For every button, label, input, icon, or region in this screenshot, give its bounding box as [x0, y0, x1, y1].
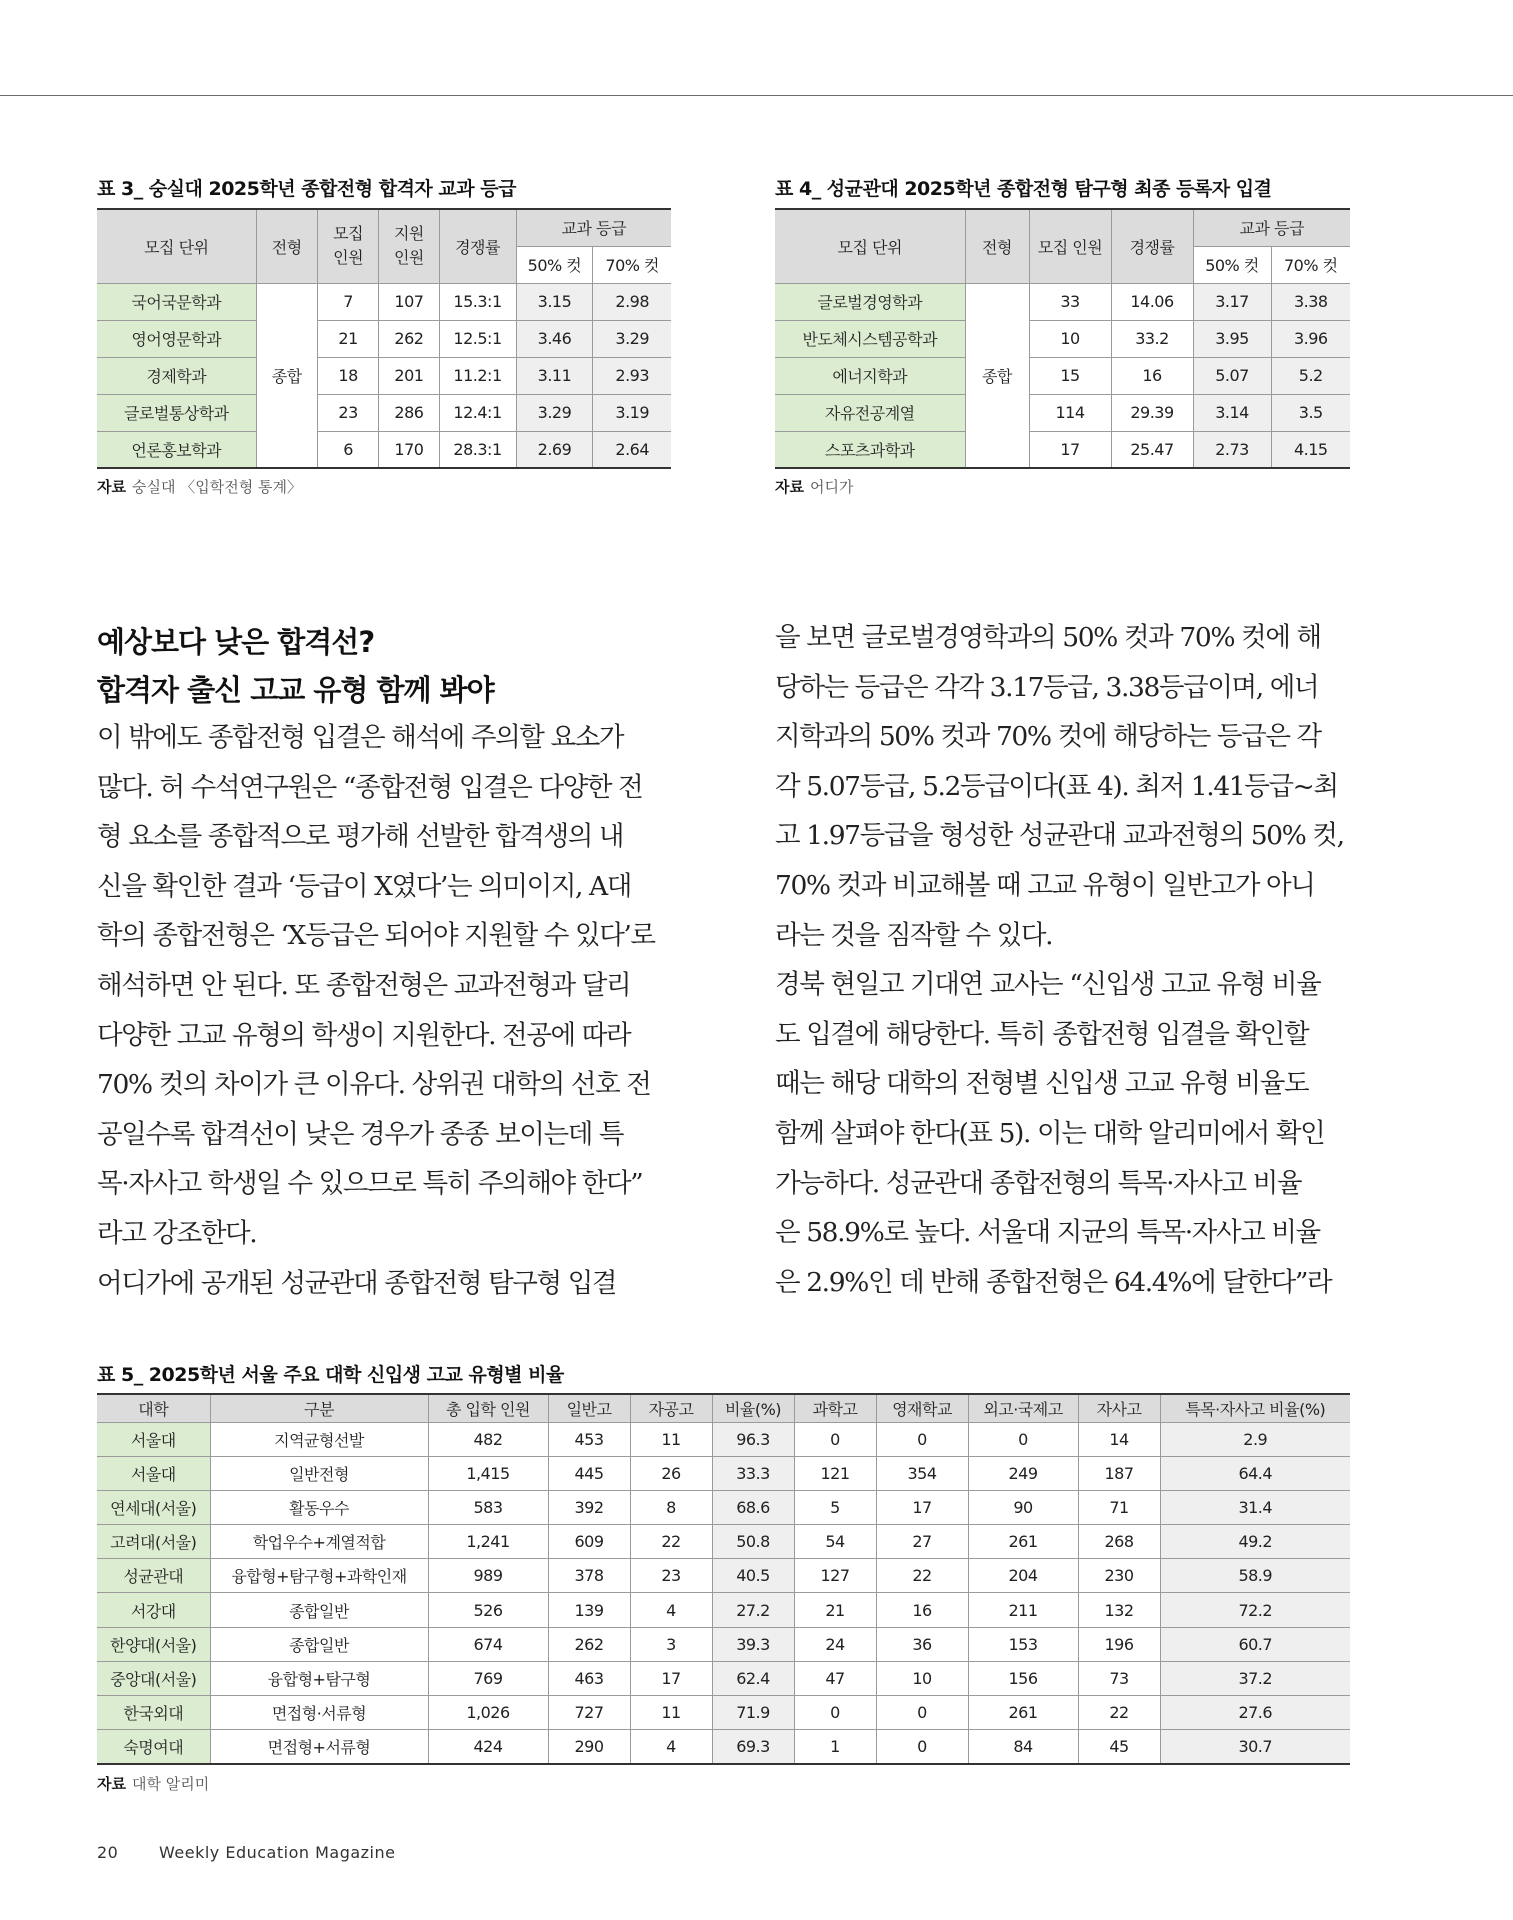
table3-cell-ratio: 11.2:1 [439, 357, 516, 394]
table5-source-text: 대학 알리미 [131, 1775, 210, 1793]
table5-cell: 0 [876, 1696, 968, 1730]
table5-cell: 활동우수 [210, 1490, 428, 1524]
table5-row [97, 1661, 1350, 1695]
table3-header-ratio: 경쟁률 [439, 209, 516, 283]
table4-header-unit: 모집 단위 [775, 209, 965, 283]
table5-cell: 445 [548, 1456, 630, 1490]
table3-cell-ratio: 15.3:1 [439, 283, 516, 320]
table5-cell: 1,415 [428, 1456, 548, 1490]
table4-cell-c50: 3.17 [1193, 283, 1271, 320]
table3-cell-c70: 2.93 [593, 357, 671, 394]
table5-cell: 249 [968, 1456, 1078, 1490]
table5-cell: 17 [630, 1661, 712, 1695]
table4-cell-c70: 3.96 [1271, 320, 1350, 357]
article-left-line: 이 밖에도 종합전형 입결은 해석에 주의할 요소가 [97, 722, 624, 753]
table5-cell: 354 [876, 1456, 968, 1490]
table5-cell: 261 [968, 1696, 1078, 1730]
table3-cell-apply: 170 [379, 431, 439, 468]
table5-cell: 17 [876, 1490, 968, 1524]
table3-cell-unit: 국어국문학과 [97, 283, 256, 320]
table5-header-cell: 대학 [97, 1394, 210, 1422]
article-right-line: 은 58.9%로 높다. 서울대 지균의 특목·자사고 비율 [775, 1217, 1320, 1249]
table5-cell: 중앙대(서울) [97, 1661, 210, 1695]
table5-cell: 727 [548, 1696, 630, 1730]
table3-cell-type: 종합 [256, 283, 317, 468]
table5-row [97, 1456, 1350, 1490]
table5-cell: 45 [1078, 1730, 1160, 1764]
table4-cell-ratio: 25.47 [1111, 431, 1193, 468]
table5-cell: 609 [548, 1525, 630, 1559]
table5-source-label: 자료 [97, 1775, 126, 1793]
table3-cell-recruit: 18 [317, 357, 378, 394]
table4-header-recruit: 모집 인원 [1029, 209, 1111, 283]
table5-cell: 3 [630, 1627, 712, 1661]
table5-source [97, 1773, 209, 1794]
table3-cell-c50: 3.11 [516, 357, 593, 394]
table4-row [775, 431, 1350, 468]
table5-cell: 1,241 [428, 1525, 548, 1559]
table5-header-cell: 비율(%) [712, 1394, 794, 1422]
article-right-line: 은 2.9%인 데 반해 종합전형은 64.4%에 달한다”라 [775, 1266, 1332, 1298]
table4-cell-type: 종합 [965, 283, 1029, 468]
table5-cell: 27 [876, 1525, 968, 1559]
table4-cell-unit: 자유전공계열 [775, 394, 965, 431]
table3-cell-ratio: 12.4:1 [439, 394, 516, 431]
article-left-line: 어디가에 공개된 성균관대 종합전형 탐구형 입결 [97, 1267, 617, 1299]
table5-cell: 종합일반 [210, 1593, 428, 1627]
table3-cell-unit: 경제학과 [97, 357, 256, 394]
table5-cell: 463 [548, 1661, 630, 1695]
table3-cell-c70: 2.64 [593, 431, 671, 468]
table4-cell-recruit: 33 [1029, 283, 1111, 320]
table5-cell: 127 [794, 1559, 876, 1593]
table5-cell: 14 [1078, 1422, 1160, 1456]
table5-cell: 58.9 [1160, 1559, 1350, 1593]
table4-cell-c50: 3.14 [1193, 394, 1271, 431]
table5-cell: 71.9 [712, 1696, 794, 1730]
table4-row [775, 320, 1350, 357]
table5-cell: 261 [968, 1525, 1078, 1559]
table4-cell-c50: 2.73 [1193, 431, 1271, 468]
table5-cell: 69.3 [712, 1730, 794, 1764]
table3-cell-apply: 201 [379, 357, 439, 394]
table3-row [97, 283, 671, 320]
table5-cell: 33.3 [712, 1456, 794, 1490]
table5-cell: 고려대(서울) [97, 1525, 210, 1559]
table5-cell: 4 [630, 1593, 712, 1627]
table4-header-cut50: 50% 컷 [1193, 246, 1271, 283]
table4-cell-unit: 글로벌경영학과 [775, 283, 965, 320]
table3-cell-apply: 262 [379, 320, 439, 357]
table5-row [97, 1696, 1350, 1730]
table3-header-cut70: 70% 컷 [593, 246, 671, 283]
table5-cell: 22 [1078, 1696, 1160, 1730]
table5-cell: 숙명여대 [97, 1730, 210, 1764]
table5-cell: 90 [968, 1490, 1078, 1524]
article-left-line: 형 요소를 종합적으로 평가해 선발한 합격생의 내 [97, 821, 624, 853]
table5-cell: 424 [428, 1730, 548, 1764]
table5-cell: 0 [968, 1422, 1078, 1456]
table4-cell-c70: 5.2 [1271, 357, 1350, 394]
table4-header-type: 전형 [965, 209, 1029, 283]
article-left-line: 70% 컷의 차이가 큰 이유다. 상위권 대학의 선호 전 [97, 1069, 651, 1101]
table3-cell-recruit: 7 [317, 283, 378, 320]
table5-cell: 54 [794, 1525, 876, 1559]
table5-cell: 21 [794, 1593, 876, 1627]
article-right-column [775, 613, 1355, 1307]
article-right-line: 70% 컷과 비교해볼 때 고교 유형이 일반고가 아니 [775, 869, 1315, 901]
article-right-line: 도 입결에 해당한다. 특히 종합전형 입결을 확인할 [775, 1018, 1309, 1050]
table3-cell-apply: 107 [379, 283, 439, 320]
article-right-line: 각 5.07등급, 5.2등급이다(표 4). 최저 1.41등급~최 [775, 770, 1338, 802]
table5-cell: 204 [968, 1559, 1078, 1593]
table5-cell: 8 [630, 1490, 712, 1524]
table5-cell: 5 [794, 1490, 876, 1524]
table3 [97, 208, 671, 469]
table3-row [97, 431, 671, 468]
table5-header-cell: 특목·자사고 비율(%) [1160, 1394, 1350, 1422]
table5-cell: 153 [968, 1627, 1078, 1661]
table3-cell-c70: 2.98 [593, 283, 671, 320]
table5 [97, 1393, 1350, 1765]
table5-cell: 769 [428, 1661, 548, 1695]
article-left-line: 라고 강조한다. [97, 1217, 257, 1249]
article-right-line: 가능하다. 성균관대 종합전형의 특목·자사고 비율 [775, 1167, 1302, 1199]
table5-cell: 지역균형선발 [210, 1422, 428, 1456]
table3-row [97, 320, 671, 357]
table5-cell: 22 [630, 1525, 712, 1559]
table5-cell: 84 [968, 1730, 1078, 1764]
table5-cell: 서울대 [97, 1422, 210, 1456]
table5-header-cell: 영재학교 [876, 1394, 968, 1422]
table5-header-cell: 총 입학 인원 [428, 1394, 548, 1422]
article-left-line: 다양한 고교 유형의 학생이 지원한다. 전공에 따라 [97, 1019, 631, 1051]
article-right-line: 경북 현일고 기대연 교사는 “신입생 고교 유형 비율 [775, 969, 1321, 1001]
article-left-line: 학의 종합전형은 ‘X등급은 되어야 지원할 수 있다’로 [97, 920, 655, 952]
table5-header-cell: 자공고 [630, 1394, 712, 1422]
table5-cell: 187 [1078, 1456, 1160, 1490]
table5-cell: 1,026 [428, 1696, 548, 1730]
table5-row [97, 1559, 1350, 1593]
table3-header-unit: 모집 단위 [97, 209, 256, 283]
table5-cell: 26 [630, 1456, 712, 1490]
table3-cell-recruit: 23 [317, 394, 378, 431]
table3-source-text: 숭실대 〈입학전형 통계〉 [131, 478, 302, 496]
table5-cell: 139 [548, 1593, 630, 1627]
table3-cell-unit: 글로벌통상학과 [97, 394, 256, 431]
table3-header-grade: 교과 등급 [516, 209, 671, 246]
table5-cell: 290 [548, 1730, 630, 1764]
table4-row [775, 357, 1350, 394]
table5-cell: 11 [630, 1422, 712, 1456]
table5-cell: 서강대 [97, 1593, 210, 1627]
table5-caption: 표 5_ 2025학년 서울 주요 대학 신입생 고교 유형별 비율 [97, 1364, 564, 1386]
table5-row [97, 1490, 1350, 1524]
table5-cell: 583 [428, 1490, 548, 1524]
table5-cell: 10 [876, 1661, 968, 1695]
table4-source-text: 어디가 [809, 478, 854, 496]
table4-cell-unit: 반도체시스템공학과 [775, 320, 965, 357]
table4-cell-recruit: 15 [1029, 357, 1111, 394]
table5-cell: 674 [428, 1627, 548, 1661]
table3-cell-ratio: 28.3:1 [439, 431, 516, 468]
table5-cell: 23 [630, 1559, 712, 1593]
table4-header-grade: 교과 등급 [1193, 209, 1350, 246]
table4-cell-c70: 4.15 [1271, 431, 1350, 468]
table5-cell: 378 [548, 1559, 630, 1593]
table4-cell-ratio: 33.2 [1111, 320, 1193, 357]
table5-header-cell: 자사고 [1078, 1394, 1160, 1422]
table3-caption: 표 3_ 숭실대 2025학년 종합전형 합격자 교과 등급 [97, 178, 516, 200]
table5-cell: 연세대(서울) [97, 1490, 210, 1524]
table3-cell-c50: 3.29 [516, 394, 593, 431]
table5-cell: 64.4 [1160, 1456, 1350, 1490]
table4-cell-recruit: 114 [1029, 394, 1111, 431]
table5-header-cell: 구분 [210, 1394, 428, 1422]
table3-cell-c70: 3.29 [593, 320, 671, 357]
table5-cell: 0 [876, 1730, 968, 1764]
table5-cell: 989 [428, 1559, 548, 1593]
article-right-line: 을 보면 글로벌경영학과의 50% 컷과 70% 컷에 해 [775, 622, 1321, 653]
table5-cell: 31.4 [1160, 1490, 1350, 1524]
table4-row [775, 283, 1350, 320]
table5-cell: 30.7 [1160, 1730, 1350, 1764]
table5-cell: 한양대(서울) [97, 1627, 210, 1661]
table3-cell-recruit: 6 [317, 431, 378, 468]
table4-row [775, 394, 1350, 431]
table3-row [97, 357, 671, 394]
table5-cell: 24 [794, 1627, 876, 1661]
table5-cell: 0 [794, 1696, 876, 1730]
table5-cell: 융합형+탐구형 [210, 1661, 428, 1695]
table5-cell: 16 [876, 1593, 968, 1627]
table5-cell: 71 [1078, 1490, 1160, 1524]
table5-cell: 96.3 [712, 1422, 794, 1456]
table3-header-type: 전형 [256, 209, 317, 283]
table5-cell: 49.2 [1160, 1525, 1350, 1559]
table5-cell: 37.2 [1160, 1661, 1350, 1695]
magazine-name: Weekly Education Magazine [159, 1843, 396, 1862]
table5-cell: 72.2 [1160, 1593, 1350, 1627]
table5-cell: 면접형+서류형 [210, 1730, 428, 1764]
table5-cell: 27.6 [1160, 1696, 1350, 1730]
table3-row [97, 394, 671, 431]
table5-cell: 0 [794, 1422, 876, 1456]
table5-cell: 성균관대 [97, 1559, 210, 1593]
page-number: 20 [97, 1843, 119, 1862]
table5-row [97, 1422, 1350, 1456]
table3-cell-c50: 2.69 [516, 431, 593, 468]
article-right-line: 때는 해당 대학의 전형별 신입생 고교 유형 비율도 [775, 1068, 1309, 1100]
table4-header-ratio: 경쟁률 [1111, 209, 1193, 283]
table4-cell-c70: 3.38 [1271, 283, 1350, 320]
table3-cell-ratio: 12.5:1 [439, 320, 516, 357]
table5-cell: 50.8 [712, 1525, 794, 1559]
table5-row [97, 1525, 1350, 1559]
table3-header-cut50: 50% 컷 [516, 246, 593, 283]
article-left-line: 공일수록 합격선이 낮은 경우가 종종 보이는데 특 [97, 1118, 624, 1150]
table4-cell-recruit: 10 [1029, 320, 1111, 357]
table5-cell: 47 [794, 1661, 876, 1695]
table5-cell: 한국외대 [97, 1696, 210, 1730]
table5-header-cell: 과학고 [794, 1394, 876, 1422]
article-left-line: 많다. 허 수석연구원은 “종합전형 입결은 다양한 전 [97, 771, 643, 803]
article-left-line: 해석하면 안 된다. 또 종합전형은 교과전형과 달리 [97, 969, 631, 1001]
table5-row [97, 1627, 1350, 1661]
table3-header-recruit: 모집 인원 [317, 209, 378, 283]
table3-cell-recruit: 21 [317, 320, 378, 357]
table3-cell-unit: 언론홍보학과 [97, 431, 256, 468]
table4-cell-c50: 5.07 [1193, 357, 1271, 394]
table5-cell: 40.5 [712, 1559, 794, 1593]
table4-cell-ratio: 29.39 [1111, 394, 1193, 431]
table5-header-cell: 외고·국제고 [968, 1394, 1078, 1422]
table5-cell: 11 [630, 1696, 712, 1730]
table5-cell: 종합일반 [210, 1627, 428, 1661]
table5-row [97, 1730, 1350, 1764]
table5-cell: 132 [1078, 1593, 1160, 1627]
table4-cell-unit: 스포츠과학과 [775, 431, 965, 468]
table5-cell: 4 [630, 1730, 712, 1764]
table3-cell-c50: 3.46 [516, 320, 593, 357]
article-right-line: 고 1.97등급을 형성한 성균관대 교과전형의 50% 컷, [775, 820, 1344, 852]
table5-cell: 0 [876, 1422, 968, 1456]
table4-cell-ratio: 16 [1111, 357, 1193, 394]
table4-cell-ratio: 14.06 [1111, 283, 1193, 320]
table5-cell: 융합형+탐구형+과학인재 [210, 1559, 428, 1593]
table5-cell: 156 [968, 1661, 1078, 1695]
table5-cell: 211 [968, 1593, 1078, 1627]
table5-cell: 526 [428, 1593, 548, 1627]
article-heading-line2: 합격자 출신 고교 유형 함께 봐야 [97, 673, 494, 707]
table4-cell-c50: 3.95 [1193, 320, 1271, 357]
table5-cell: 22 [876, 1559, 968, 1593]
table4-caption: 표 4_ 성균관대 2025학년 종합전형 탐구형 최종 등록자 입결 [775, 178, 1272, 200]
table5-cell: 482 [428, 1422, 548, 1456]
table5-cell: 392 [548, 1490, 630, 1524]
table5-row [97, 1593, 1350, 1627]
table5-cell: 학업우수+계열적합 [210, 1525, 428, 1559]
article-right-line: 라는 것을 짐작할 수 있다. [775, 919, 1053, 951]
table4-cell-c70: 3.5 [1271, 394, 1350, 431]
article-right-line: 지학과의 50% 컷과 70% 컷에 해당하는 등급은 각 [775, 721, 1321, 753]
table5-cell: 60.7 [1160, 1627, 1350, 1661]
table3-source-label: 자료 [97, 478, 126, 496]
article-right-line: 당하는 등급은 각각 3.17등급, 3.38등급이며, 에너 [775, 671, 1319, 703]
table4-cell-recruit: 17 [1029, 431, 1111, 468]
table3-source [97, 476, 302, 497]
table5-cell: 서울대 [97, 1456, 210, 1490]
table5-cell: 27.2 [712, 1593, 794, 1627]
table4 [775, 208, 1350, 469]
table4-cell-unit: 에너지학과 [775, 357, 965, 394]
table5-cell: 121 [794, 1456, 876, 1490]
table3-cell-apply: 286 [379, 394, 439, 431]
table5-cell: 262 [548, 1627, 630, 1661]
table5-cell: 36 [876, 1627, 968, 1661]
table4-header-cut70: 70% 컷 [1271, 246, 1350, 283]
table4-source [775, 476, 853, 497]
article-left-line: 신을 확인한 결과 ‘등급이 X였다’는 의미이지, A대 [97, 870, 631, 902]
table5-cell: 268 [1078, 1525, 1160, 1559]
article-left-column [97, 713, 677, 1308]
table5-cell: 1 [794, 1730, 876, 1764]
article-right-line: 함께 살펴야 한다(표 5). 이는 대학 알리미에서 확인 [775, 1117, 1325, 1149]
top-rule [0, 95, 1513, 96]
table5-header-cell: 일반고 [548, 1394, 630, 1422]
table5-cell: 면접형·서류형 [210, 1696, 428, 1730]
table3-cell-c50: 3.15 [516, 283, 593, 320]
table5-cell: 2.9 [1160, 1422, 1350, 1456]
article-heading-line1: 예상보다 낮은 합격선? [97, 625, 375, 659]
table5-cell: 39.3 [712, 1627, 794, 1661]
table4-source-label: 자료 [775, 478, 804, 496]
table3-header-apply: 지원 인원 [379, 209, 439, 283]
table3-cell-c70: 3.19 [593, 394, 671, 431]
table3-cell-unit: 영어영문학과 [97, 320, 256, 357]
table5-cell: 73 [1078, 1661, 1160, 1695]
table5-cell: 196 [1078, 1627, 1160, 1661]
article-left-line: 목·자사고 학생일 수 있으므로 특히 주의해야 한다” [97, 1168, 643, 1200]
table5-cell: 68.6 [712, 1490, 794, 1524]
table5-cell: 230 [1078, 1559, 1160, 1593]
table5-cell: 453 [548, 1422, 630, 1456]
table5-cell: 62.4 [712, 1661, 794, 1695]
table5-cell: 일반전형 [210, 1456, 428, 1490]
